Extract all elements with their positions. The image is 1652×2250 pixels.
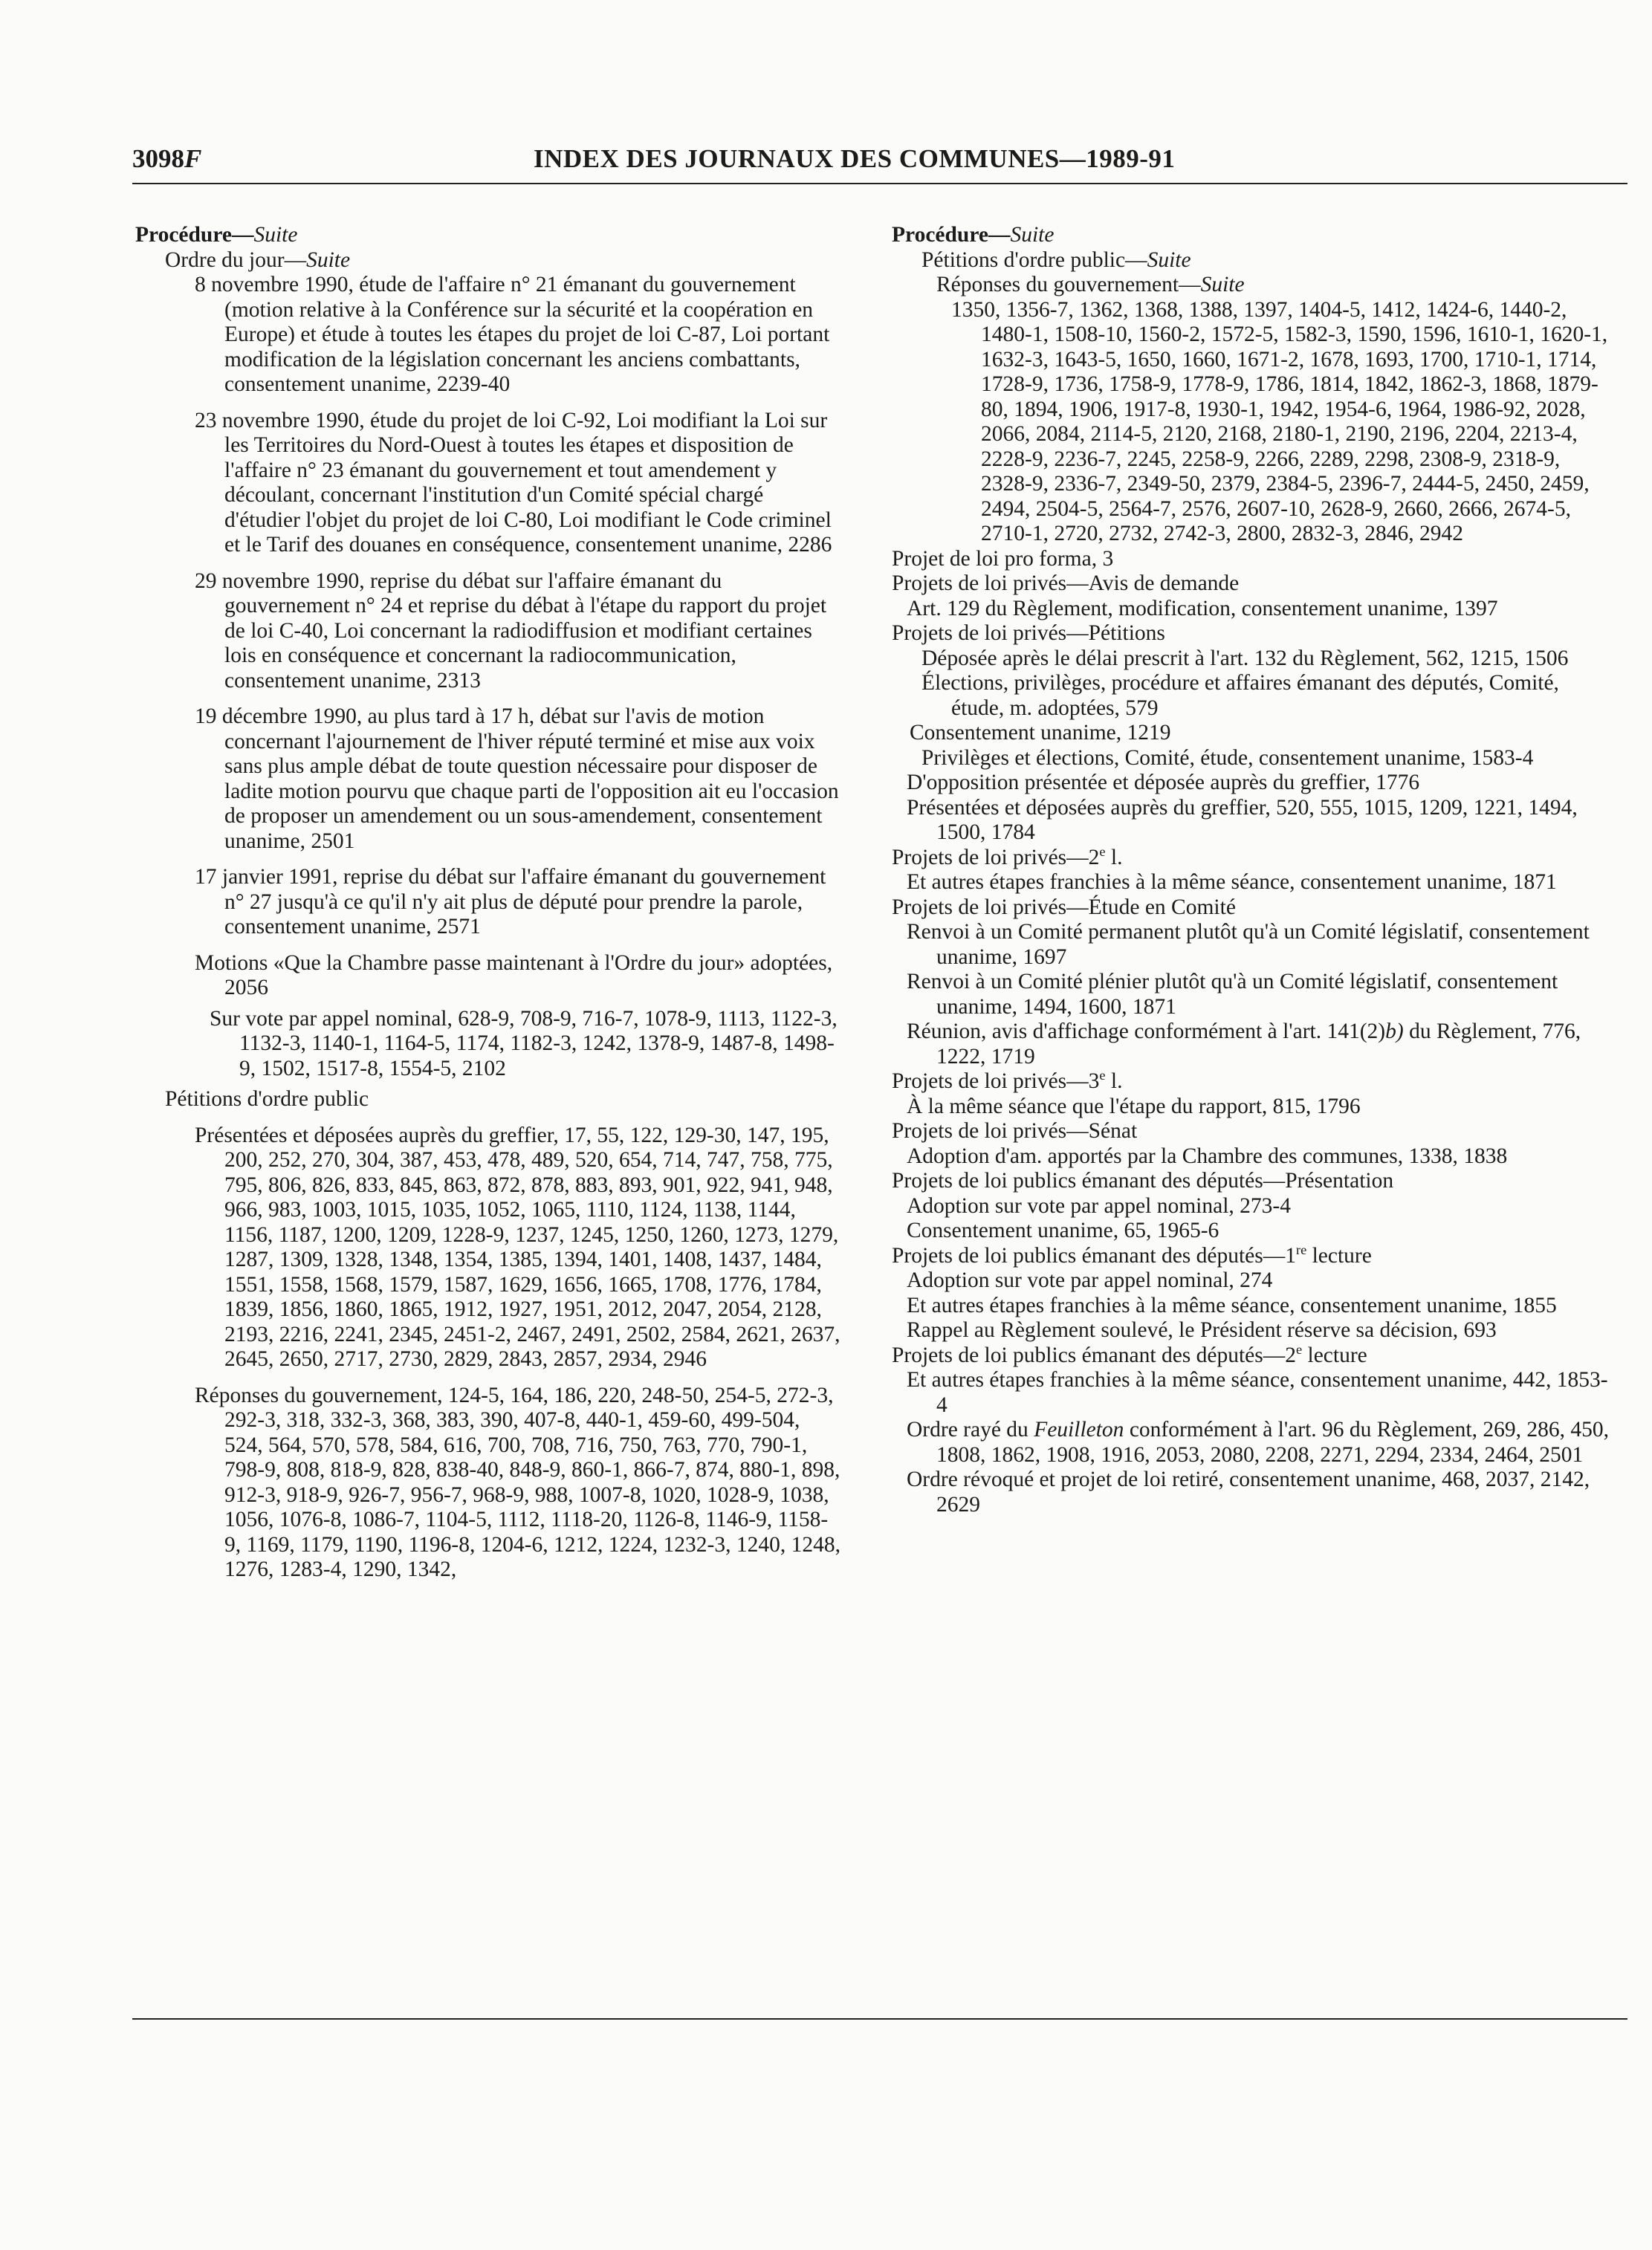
index-entry: Motions «Que la Chambre passe maintenant à l'Ordre du jour» adoptées, 2056	[195, 950, 833, 999]
index-subheading: Projets de loi publics émanant des députés—2e lecture	[892, 1341, 1367, 1367]
left-column	[135, 223, 841, 1583]
index-entry: Renvoi à un Comité plénier plutôt qu'à un Comité législatif, consentement unanime, 1494, 1600, 1871	[907, 970, 1558, 1019]
index-subheading: Pétitions d'ordre public—Suite	[921, 247, 1191, 272]
index-subheading: Projets de loi privés—Avis de demande	[892, 571, 1240, 595]
index-heading: Procédure—Suite	[135, 223, 298, 247]
index-entry: Ordre révoqué et projet de loi retiré, consentement unanime, 468, 2037, 2142, 2629	[907, 1468, 1590, 1517]
index-subheading: Ordre du jour—Suite	[165, 247, 351, 272]
index-subheading: Projets de loi privés—Sénat	[892, 1119, 1138, 1143]
index-entry: Ordre rayé du Feuilleton conformément à l'art. 96 du Règlement, 269, 286, 450, 1808, 1862, 1908, 1916, 2053, 2080, 2208, 2271, 2294, 2334, 2464, 2501	[907, 1418, 1609, 1467]
index-entry: Adoption sur vote par appel nominal, 274	[907, 1268, 1273, 1292]
index-entry: 17 janvier 1991, reprise du débat sur l'affaire émanant du gouvernement n° 27 jusqu'à ce qu'il n'y ait plus de député pour prendre la parole, consentement unanime, 2571	[195, 865, 826, 938]
index-subheading: Projets de loi privés—2e l.	[892, 843, 1123, 869]
index-subheading: Projets de loi privés—Étude en Comité	[892, 895, 1236, 919]
index-entry: 29 novembre 1990, reprise du débat sur l'affaire émanant du gouvernement n° 24 et reprise du débat à l'étape du rapport du projet de loi C-40, Loi concernant la radiodiffusion et modifiant certaines lois en conséquence et concernant la radiocommunication, consentement unanime, 2313	[195, 568, 827, 693]
index-entry: Réponses du gouvernement, 124-5, 164, 186, 220, 248-50, 254-5, 272-3, 292-3, 318, 332-3, 368, 383, 390, 407-8, 440-1, 459-60, 499-504, 524, 564, 570, 578, 584, 616, 700, 708, 716, 750, 763, 770, 790-1, 798-9, 808, 818-9, 828, 838-40, 848-9, 860-1, 866-7, 874, 880-1, 898, 912-3, 918-9, 926-7, 956-7, 968-9, 988, 1007-8, 1020, 1028-9, 1038, 1056, 1076-8, 1086-7, 1104-5, 1112, 1118-20, 1126-8, 1146-9, 1158-9, 1169, 1179, 1190, 1196-8, 1204-6, 1212, 1224, 1232-3, 1240, 1248, 1276, 1283-4, 1290, 1342,	[195, 1383, 840, 1581]
index-entry: Sur vote par appel nominal, 628-9, 708-9, 716-7, 1078-9, 1113, 1122-3, 1132-3, 1140-1, 1164-5, 1174, 1182-3, 1242, 1378-9, 1487-8, 1498-9, 1502, 1517-8, 1554-5, 2102	[210, 1006, 838, 1080]
index-entry: Et autres étapes franchies à la même séance, consentement unanime, 442, 1853-4	[907, 1368, 1608, 1417]
index-entry: 19 décembre 1990, au plus tard à 17 h, débat sur l'avis de motion concernant l'ajournement de l'hiver réputé terminé et mise aux voix sans plus ample débat de toute question nécessaire pour disposer de ladite motion pourvu que chaque parti de l'opposition ait eu l'occasion de proposer un amendement ou un sous-amendement, consentement unanime, 2501	[195, 704, 839, 853]
running-title: INDEX DES JOURNAUX DES COMMUNES—1989-91	[534, 144, 1176, 173]
index-entry: Rappel au Règlement soulevé, le Président réserve sa décision, 693	[907, 1318, 1497, 1342]
index-entry: Adoption d'am. apportés par la Chambre des communes, 1338, 1838	[907, 1144, 1508, 1168]
index-entry: Élections, privilèges, procédure et affaires émanant des députés, Comité, étude, m. adoptées, 579	[921, 671, 1559, 720]
header-rule	[132, 183, 1627, 184]
right-column	[892, 223, 1616, 1517]
footer-rule	[132, 2018, 1627, 2020]
index-subheading: Projets de loi publics émanant des députés—1re lecture	[892, 1242, 1372, 1268]
index-subheading: Projets de loi publics émanant des députés—Présentation	[892, 1169, 1394, 1193]
index-heading: Procédure—Suite	[892, 223, 1055, 247]
page-header	[132, 144, 1626, 181]
index-entry: Présentées et déposées auprès du greffier, 17, 55, 122, 129-30, 147, 195, 200, 252, 270, 304, 387, 453, 478, 489, 520, 654, 714, 747, 758, 775, 795, 806, 826, 833, 845, 863, 872, 878, 883, 893, 901, 922, 941, 948, 966, 983, 1003, 1015, 1035, 1052, 1065, 1110, 1124, 1138, 1144, 1156, 1187, 1200, 1209, 1228-9, 1237, 1245, 1250, 1260, 1273, 1279, 1287, 1309, 1328, 1348, 1354, 1385, 1394, 1401, 1408, 1437, 1484, 1551, 1558, 1568, 1579, 1587, 1629, 1656, 1665, 1708, 1776, 1784, 1839, 1856, 1860, 1865, 1912, 1927, 1951, 2012, 2047, 2054, 2128, 2193, 2216, 2241, 2345, 2451-2, 2467, 2491, 2502, 2584, 2621, 2637, 2645, 2650, 2717, 2730, 2829, 2843, 2857, 2934, 2946	[195, 1123, 840, 1371]
index-subheading: Pétitions d'ordre public	[165, 1087, 369, 1111]
index-subheading: Projets de loi privés—Pétitions	[892, 621, 1165, 645]
index-entry: Déposée après le délai prescrit à l'art. 132 du Règlement, 562, 1215, 1506	[921, 646, 1569, 670]
index-subheading: Réponses du gouvernement—Suite	[936, 273, 1245, 296]
index-entry: 1350, 1356-7, 1362, 1368, 1388, 1397, 1404-5, 1412, 1424-6, 1440-2, 1480-1, 1508-10, 1560-2, 1572-5, 1582-3, 1590, 1596, 1610-1, 1620-1, 1632-3, 1643-5, 1650, 1660, 1671-2, 1678, 1693, 1700, 1710-1, 1714, 1728-9, 1736, 1758-9, 1778-9, 1786, 1814, 1842, 1862-3, 1868, 1879-80, 1894, 1906, 1917-8, 1930-1, 1942, 1954-6, 1964, 1986-92, 2028, 2066, 2084, 2114-5, 2120, 2168, 2180-1, 2190, 2196, 2204, 2213-4, 2228-9, 2236-7, 2245, 2258-9, 2266, 2289, 2298, 2308-9, 2318-9, 2328-9, 2336-7, 2349-50, 2379, 2384-5, 2396-7, 2444-5, 2450, 2459, 2494, 2504-5, 2564-7, 2576, 2607-10, 2628-9, 2660, 2666, 2674-5, 2710-1, 2720, 2732, 2742-3, 2800, 2832-3, 2846, 2942	[951, 297, 1608, 545]
index-entry: 23 novembre 1990, étude du projet de loi C-92, Loi modifiant la Loi sur les Territoires du Nord-Ouest à toutes les étapes et disposition de l'affaire n° 23 émanant du gouvernement et tout amendement y découlant, concernant l'institution d'un Comité spécial chargé d'étudier l'objet du projet de loi C-80, Loi modifiant le Code criminel et le Tarif des douanes en conséquence, consentement unanime, 2286	[195, 408, 832, 557]
index-entry: 8 novembre 1990, étude de l'affaire n° 21 émanant du gouvernement (motion relative à la Conférence sur la sécurité et la coopération en Europe) et étude à toutes les étapes du projet de loi C-87, Loi portant modification de la législation concernant les anciens combattants, consentement unanime, 2239-40	[195, 273, 830, 396]
index-entry: Réunion, avis d'affichage conformément à l'art. 141(2)b) du Règlement, 776, 1222, 1719	[907, 1019, 1581, 1069]
index-subheading: Projets de loi privés—3e l.	[892, 1068, 1123, 1093]
index-entry: D'opposition présentée et déposée auprès du greffier, 1776	[907, 771, 1420, 794]
index-entry: Consentement unanime, 1219	[910, 721, 1171, 745]
index-entry: Art. 129 du Règlement, modification, consentement unanime, 1397	[907, 596, 1498, 620]
index-entry: Et autres étapes franchies à la même séance, consentement unanime, 1871	[907, 870, 1557, 894]
index-entry: Présentées et déposées auprès du greffier, 520, 555, 1015, 1209, 1221, 1494, 1500, 1784	[907, 795, 1578, 844]
index-entry: Renvoi à un Comité permanent plutôt qu'à un Comité législatif, consentement unanime, 1697	[907, 920, 1590, 969]
index-entry: Adoption sur vote par appel nominal, 273-4	[907, 1193, 1291, 1218]
index-entry: À la même séance que l'étape du rapport, 815, 1796	[907, 1094, 1361, 1118]
index-entry: Et autres étapes franchies à la même séance, consentement unanime, 1855	[907, 1293, 1557, 1317]
index-entry: Privilèges et élections, Comité, étude, consentement unanime, 1583-4	[921, 745, 1534, 770]
index-entry: Projet de loi pro forma, 3	[892, 546, 1114, 571]
index-entry: Consentement unanime, 65, 1965-6	[907, 1219, 1219, 1242]
page-number: 3098F	[132, 144, 202, 173]
